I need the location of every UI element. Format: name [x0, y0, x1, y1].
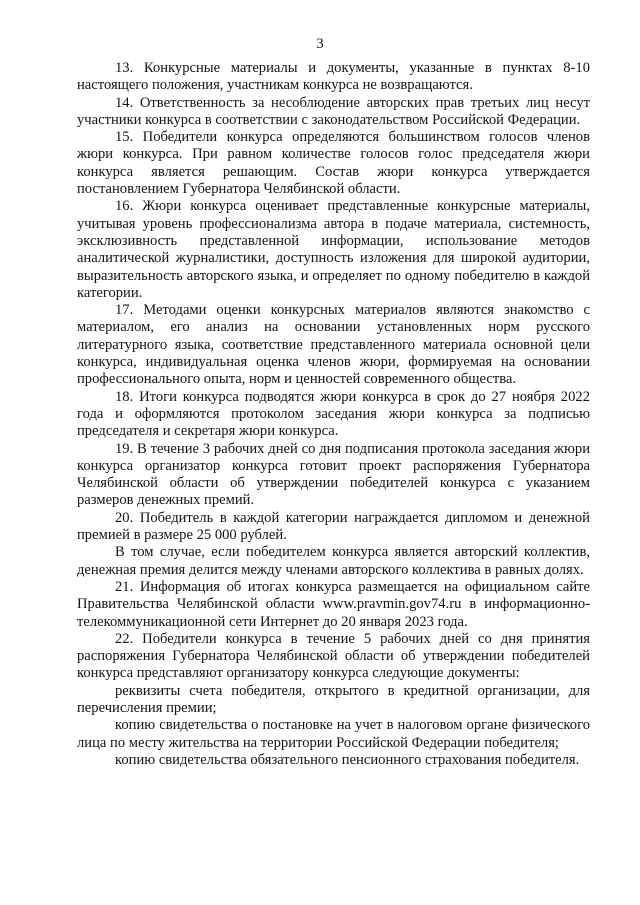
paragraph-20: 20. Победитель в каждой категории награждается дипломом и денежной премией в размере 25 000 рублей.	[77, 509, 590, 544]
paragraph-18: 18. Итоги конкурса подводятся жюри конкурса в срок до 27 ноября 2022 года и оформляются протоколом заседания жюри конкурса за подписью председателя и секретаря жюри конкурса.	[77, 388, 590, 440]
document-item-pension-certificate: копию свидетельства обязательного пенсионного страхования победителя.	[115, 751, 580, 768]
paragraph-17: 17. Методами оценки конкурсных материалов являются знакомство с материалом, его анализ на основании установленных норм русского литературного языка, соответствие представленного материала основной цели конкурса, индивидуальная оценка членов жюри, формируемая на основании профессионального опыта, норм и ценностей современного общества.	[77, 302, 590, 388]
paragraph-16: 16. Жюри конкурса оценивает представленные конкурсные материалы, учитывая уровень профессионализма автора в подаче материала, системность, эксклюзивность представленной информации, использование методов аналитической журналистики, доступность изложения для широкой аудитории, выразительность авторского языка, и определяет по одному победителю в каждой категории.	[77, 198, 590, 301]
document-body	[77, 60, 590, 769]
paragraph-15: 15. Победители конкурса определяются большинством голосов членов жюри конкурса. При равном количестве голосов голос председателя жюри конкурса является решающим. Состав жюри конкурса утверждается постановлением Губернатора Челябинской области.	[77, 129, 590, 198]
paragraph-20-collective: В том случае, если победителем конкурса является авторский коллектив, денежная премия делится между членами авторского коллектива в равных долях.	[77, 544, 590, 578]
paragraph-13: 13. Конкурсные материалы и документы, указанные в пунктах 8-10 настоящего положения, участникам конкурса не возвращаются.	[77, 60, 590, 94]
document-item-tax-certificate: копию свидетельства о постановке на учет в налоговом органе физического лица по месту жительства на территории Российской Федерации победителя;	[77, 717, 590, 751]
paragraph-19: 19. В течение 3 рабочих дней со дня подписания протокола заседания жюри конкурса организатор конкурса готовит проект распоряжения Губернатора Челябинской области об утверждении победителей конкурса с указанием размеров денежных премий.	[77, 440, 590, 509]
paragraph-21: 21. Информация об итогах конкурса размещается на официальном сайте Правительства Челябинской области www.pravmin.gov74.ru в информационно-телекоммуникационной сети Интернет до 20 января 2023 года.	[77, 578, 590, 630]
document-item-bank-details: реквизиты счета победителя, открытого в кредитной организации, для перечисления премии;	[77, 682, 590, 716]
page-number: 3	[316, 36, 324, 52]
paragraph-14: 14. Ответственность за несоблюдение авторских прав третьих лиц несут участники конкурса в соответствии с законодательством Российской Федерации.	[77, 94, 590, 128]
paragraph-22: 22. Победители конкурса в течение 5 рабочих дней со дня принятия распоряжения Губернатора Челябинской области об утверждении победителей конкурса представляют организатору конкурса следующие документы:	[77, 630, 590, 682]
